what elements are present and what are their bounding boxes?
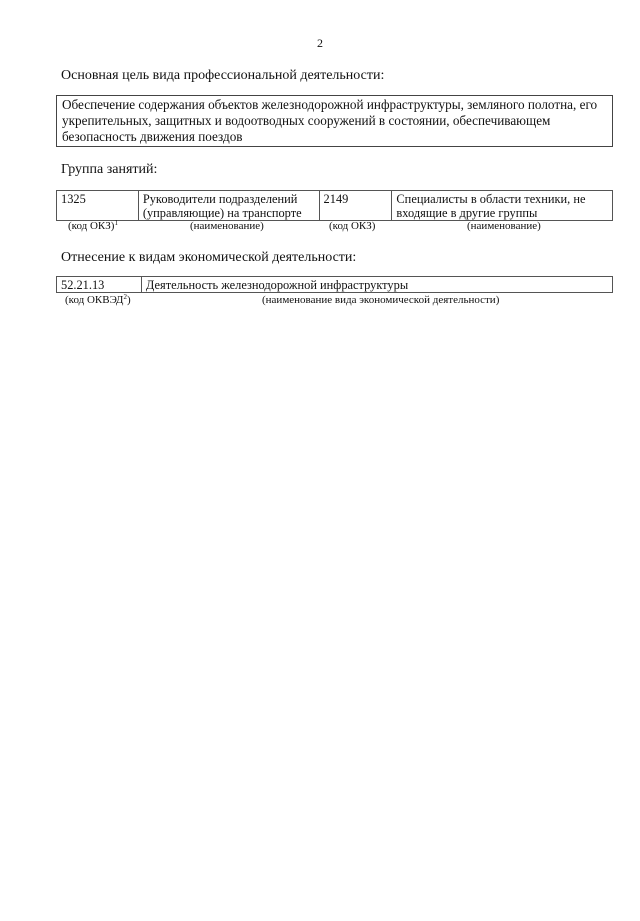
occupation-group-captions [56,220,613,234]
occupation-name-caption: (наименование) [467,220,541,232]
activity-name-caption: (наименование вида экономической деятельности) [262,294,500,306]
footnote-marker: 1 [114,219,118,227]
table-row [57,277,613,293]
occupation-name-cell: Специалисты в области техники, не входящие в другие группы [392,191,613,221]
okved-code-caption: (код ОКВЭД$^2$) [65,293,131,306]
footnote-marker: 2 [123,293,127,301]
economic-activity-captions [56,294,613,308]
main-goal-box [56,95,613,147]
okved-code-cell: 52.21.13 [57,277,142,293]
table-row [57,191,613,221]
page-number: 2 [317,36,323,50]
main-goal-text: Обеспечение содержания объектов железнодорожной инфраструктуры, земляного полотна, его укрепительных, защитных и водоотводных сооружений в состоянии, обеспечивающем безопасность движения поездов [62,97,598,144]
okz-code-cell: 2149 [319,191,392,221]
occupation-group-table [56,190,613,221]
occupation-name-caption: (наименование) [190,220,264,232]
okz-code-caption: (код ОКЗ) [329,220,376,232]
okz-code-caption: (код ОКЗ)$^1$ [68,219,118,232]
occupation-name-cell: Руководители подразделений (управляющие) на транспорте [138,191,319,221]
activity-name-cell: Деятельность железнодорожной инфраструктуры [141,277,612,293]
okz-code-cell: 1325 [57,191,139,221]
economic-activity-heading: Отнесение к видам экономической деятельности: [61,250,357,265]
occupation-group-heading: Группа занятий: [61,162,158,177]
main-goal-heading: Основная цель вида профессиональной деятельности: [61,68,385,83]
economic-activity-table [56,276,613,293]
